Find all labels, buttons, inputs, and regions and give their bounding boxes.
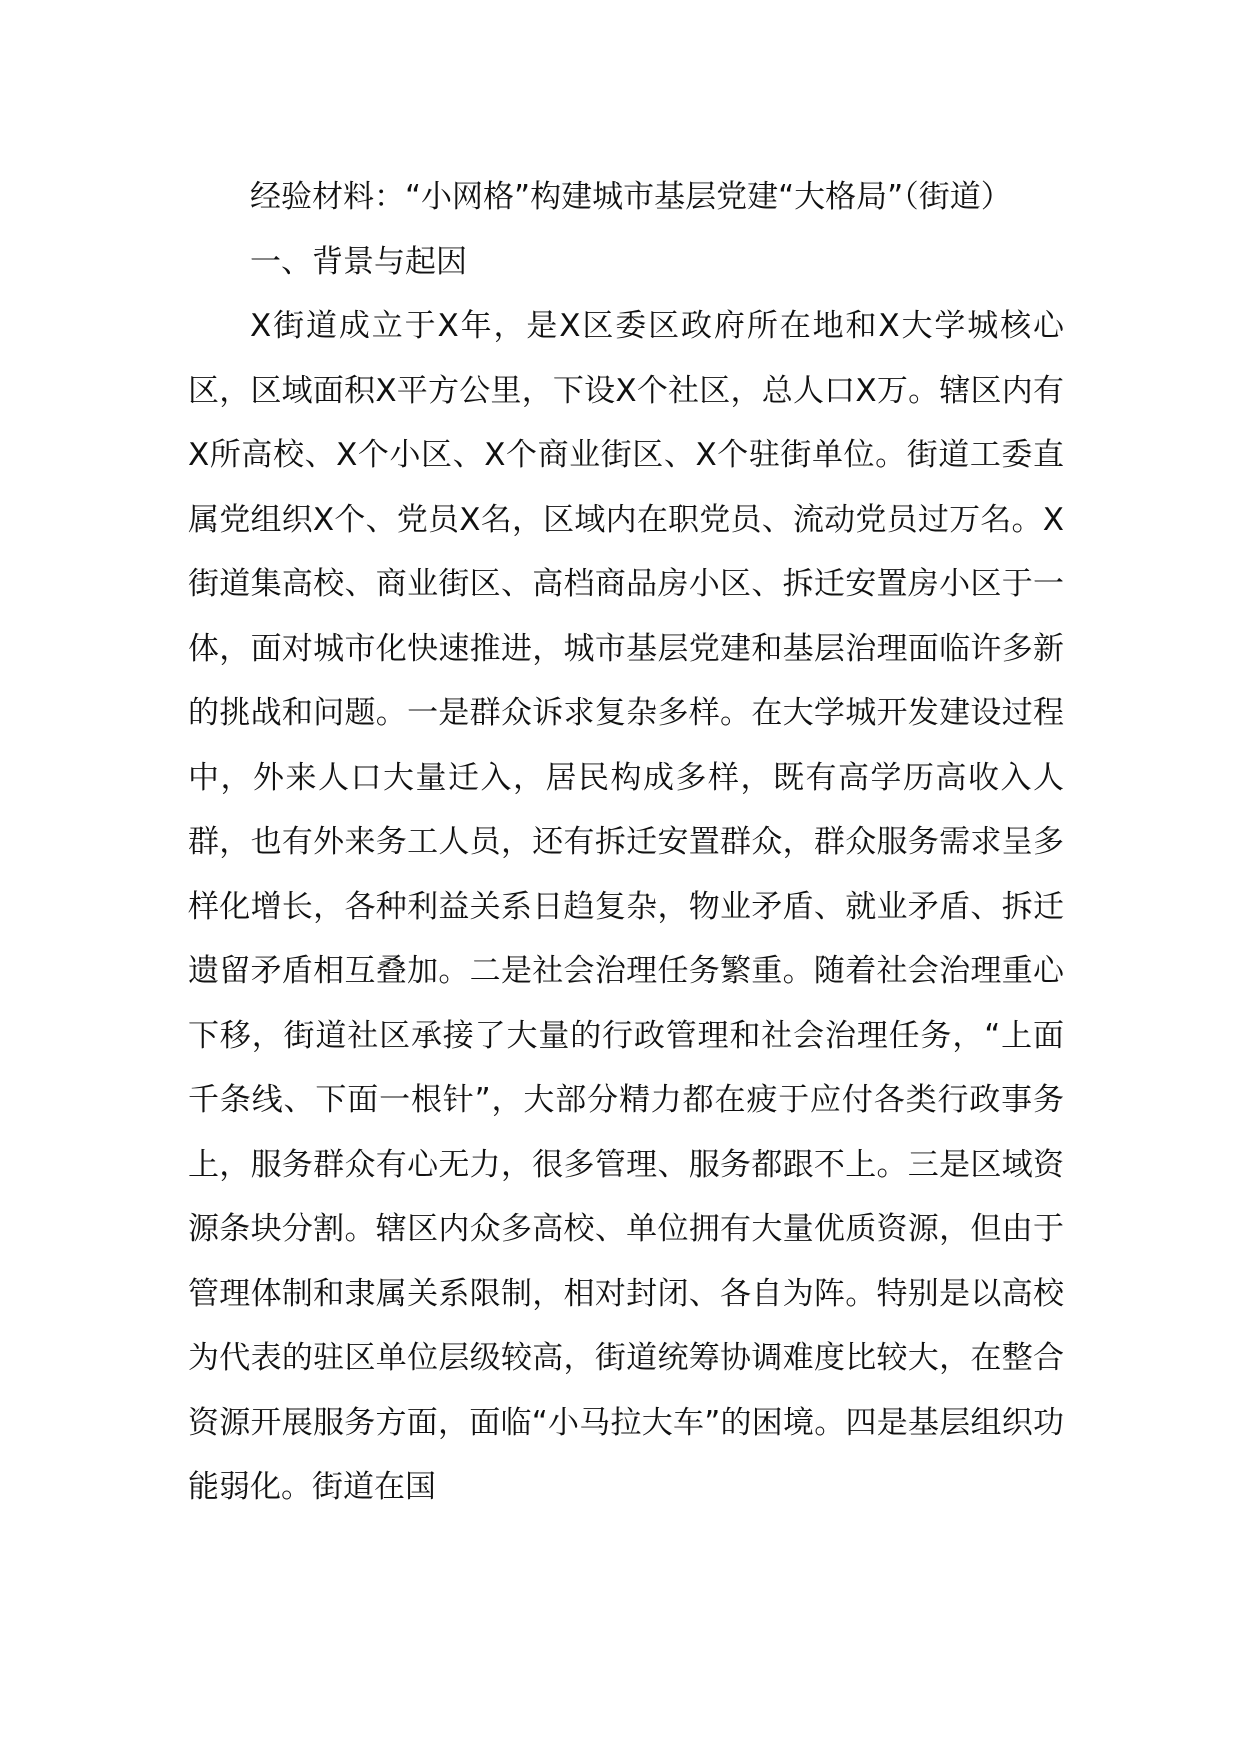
section-heading: 一、背景与起因 xyxy=(250,243,467,280)
document-body xyxy=(188,165,1064,1520)
document-title: 经验材料：“小网格”构建城市基层党建“大格局”（街道） xyxy=(250,179,1012,215)
body-paragraph: X街道成立于X年，是X区委区政府所在地和X大学城核心区，区域面积X平方公里，下设X个社区，总人口X万。辖区内有X所高校、X个小区、X个商业街区、X个驻街单位。街道工委直属党组织X个、党员X名，区域内在职党员、流动党员过万名。X街道集高校、商业街区、高档商品房小区、拆迁安置房小区于一体，面对城市化快速推进，城市基层党建和基层治理面临许多新的挑战和问题。一是群众诉求复杂多样。在大学城开发建设过程中，外来人口大量迁入，居民构成多样，既有高学历高收入人群，也有外来务工人员，还有拆迁安置群众，群众服务需求呈多样化增长，各种利益关系日趋复杂，物业矛盾、就业矛盾、拆迁遗留矛盾相互叠加。二是社会治理任务繁重。随着社会治理重心下移，街道社区承接了大量的行政管理和社会治理任务，“上面千条线、下面一根针”，大部分精力都在疲于应付各类行政事务上，服务群众有心无力，很多管理、服务都跟不上。三是区域资源条块分割。辖区内众多高校、单位拥有大量优质资源，但由于管理体制和隶属关系限制，相对封闭、各自为阵。特别是以高校为代表的驻区单位层级较高，街道统筹协调难度比较大，在整合资源开展服务方面，面临“小马拉大车”的困境。四是基层组织功能弱化。街道在国 xyxy=(188,308,1064,1505)
